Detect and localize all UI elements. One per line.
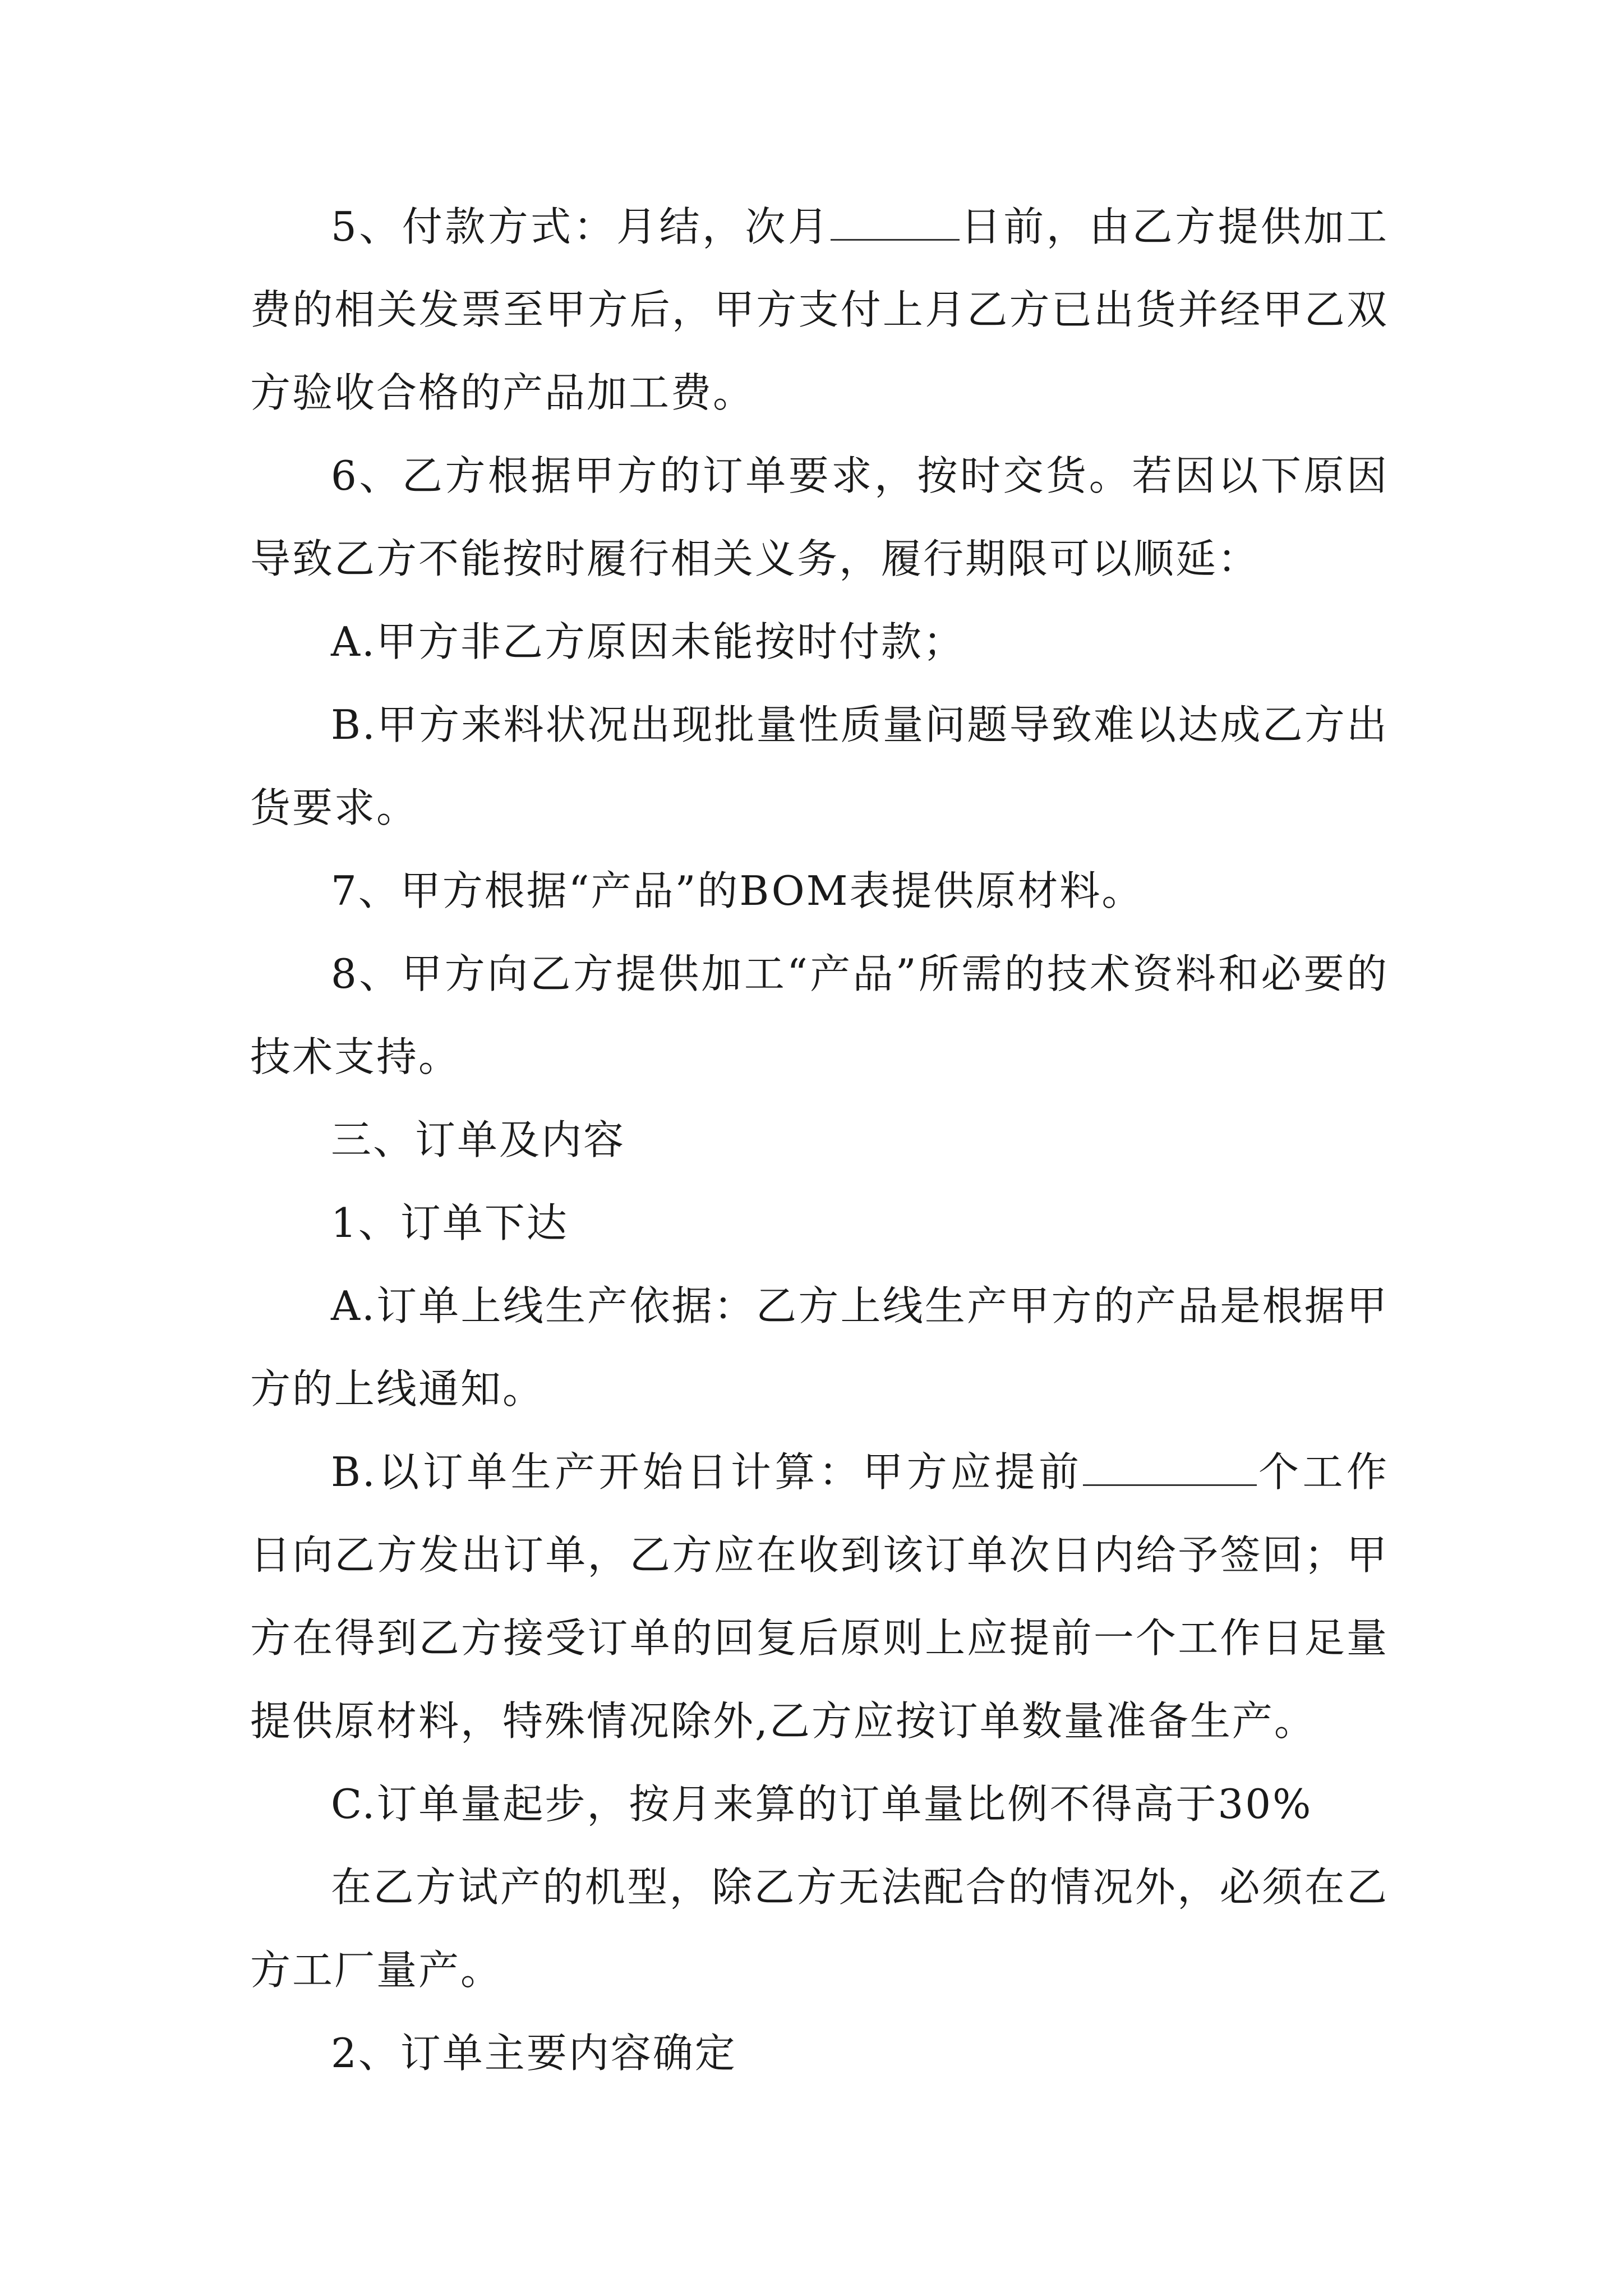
section-3-1-item-c: C.订单量起步，按月来算的订单量比例不得高于30% [331, 1780, 1313, 1828]
clause-5-text-after: 日前，由乙方提供加工费的相关发票至甲方后，甲方支付上月乙方已出货并经甲乙双方验收合格的产品加工费。 [250, 203, 1389, 416]
document-body [250, 185, 1389, 2095]
section-3-1-trial-production: 在乙方试产的机型，除乙方无法配合的情况外，必须在乙方工厂量产。 [250, 1864, 1389, 1994]
fill-in-blank-day [831, 204, 960, 241]
fill-in-blank-workdays [1083, 1450, 1257, 1486]
clause-6-delivery: 6、乙方根据甲方的订单要求，按时交货。若因以下原因导致乙方不能按时履行相关义务，履行期限可以顺延： [250, 452, 1389, 582]
item-b-text-before: B.以订单生产开始日计算：甲方应提前 [331, 1448, 1083, 1496]
section-3-2-heading: 2、订单主要内容确定 [331, 2030, 737, 2077]
clause-5-payment-method [250, 185, 1389, 434]
clause-6-item-a: A.甲方非乙方原因未能按时付款； [331, 618, 965, 665]
section-3-1-item-a: A.订单上线生产依据：乙方上线生产甲方的产品是根据甲方的上线通知。 [250, 1282, 1389, 1412]
item-b-text-after: 个工作日向乙方发出订单，乙方应在收到该订单次日内给予签回；甲方在得到乙方接受订单的回复后原则上应提前一个工作日足量提供原材料，特殊情况除外,乙方应按订单数量准备生产。 [250, 1448, 1389, 1745]
clause-6-item-b: B.甲方来料状况出现批量性质量问题导致难以达成乙方出货要求。 [250, 701, 1389, 831]
clause-8-technical-support: 8、甲方向乙方提供加工“产品”所需的技术资料和必要的技术支持。 [250, 950, 1389, 1080]
clause-5-text-before: 5、付款方式：月结，次月 [331, 203, 831, 250]
section-3-1-heading: 1、订单下达 [331, 1199, 569, 1246]
clause-7-materials: 7、甲方根据“产品”的BOM表提供原材料。 [331, 867, 1144, 914]
section-3-heading: 三、订单及内容 [331, 1116, 626, 1163]
section-3-1-item-b [250, 1430, 1389, 1763]
